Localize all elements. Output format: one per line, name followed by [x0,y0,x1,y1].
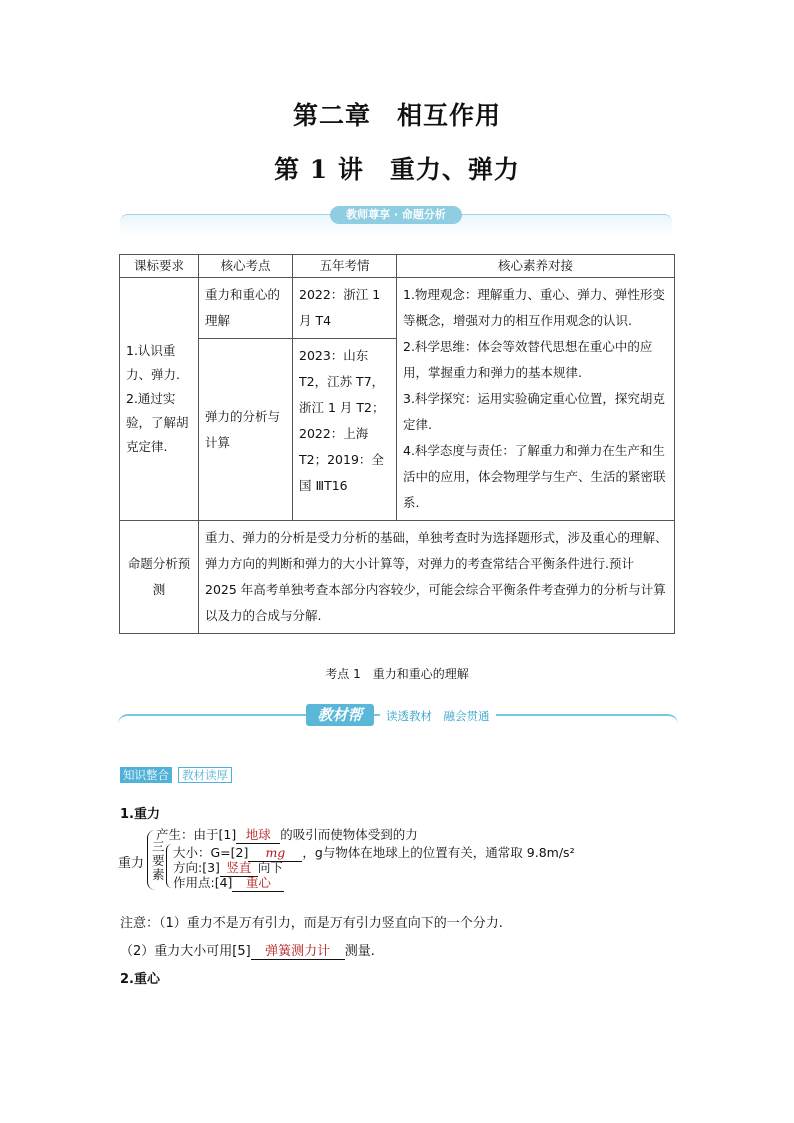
gravity-size-line: 大小：G=[2] mg ，g与物体在地球上的位置有关，通常取 9.8m/s² [173,845,575,860]
section-gravity: 1.重力 [120,807,160,822]
header-requirement: 课标要求 [120,255,199,278]
forecast-label: 命题分析预测 [120,521,199,634]
answer-blank-3: 竖直 [220,860,258,877]
knowledge-tag: 知识整合 [120,767,172,783]
table-row [120,278,675,339]
core-point-cell: 重力和重心的理解 [199,278,293,339]
kaodian-title: 考点 1 重力和重心的理解 [325,667,469,681]
gravity-point-line: 作用点:[4] 重心 [173,875,284,892]
gravity-label: 重力 [118,856,145,871]
core-point-cell: 弹力的分析与计算 [199,339,293,521]
gravity-origin-line: 产生：由于[1] 地球 的吸引而使物体受到的力 [156,827,418,842]
inner-brace [166,844,173,888]
textbook-tag: 教材读厚 [178,767,232,783]
requirement-item: 2.通过实验，了解胡克定律. [126,391,189,454]
exam-history-cell: 2022：浙江 1 月 T4 [293,278,397,339]
textbook-banner-text: 读透教材 融会贯通 [380,707,496,725]
requirements-cell [120,278,199,521]
note-1: 注意：（1）重力不是万有引力，而是万有引力竖直向下的一个分力. [120,916,503,931]
header-exam-history: 五年考情 [293,255,397,278]
teacher-banner-label: 教师尊享 · 命题分析 [330,206,462,224]
literacy-item: 1.物理观念：理解重力、重心、弹力、弹性形变等概念，增强对力的相互作用观念的认识. [403,287,665,328]
literacy-item: 2.科学思维：体会等效替代思想在重心中的应用，掌握重力和弹力的基本规律. [403,339,653,380]
section-center-of-gravity: 2.重心 [120,972,160,987]
header-literacy: 核心素养对接 [397,255,675,278]
literacy-item: 4.科学态度与责任：了解重力和弹力在生产和生活中的应用，体会物理学与生产、生活的紧密联系. [403,443,666,510]
exam-history-cell: 2023：山东 T2，江苏 T7，浙江 1 月 T2；2022：上海 T2；2019：全国 ⅢT16 [293,339,397,521]
analysis-table [119,254,675,634]
requirement-item: 1.认识重力、弹力. [126,343,180,382]
header-core-point: 核心考点 [199,255,293,278]
chapter-title: 第二章 相互作用 [292,101,501,130]
gravity-direction-line: 方向:[3] 竖直 向下 [173,860,283,875]
literacy-item: 3.科学探究：运用实验确定重心位置，探究胡克定律. [403,391,665,432]
literacy-cell [397,278,675,521]
three-elements-label: 三要素 [152,839,165,882]
forecast-text: 重力、弹力的分析是受力分析的基础，单独考查时为选择题形式，涉及重心的理解、弹力方向的判断和弹力的大小计算等，对弹力的考查常结合平衡条件进行.预计 2025 年高考单独考查本部分内容较少，可能会综合平衡条件考查弹力的分析与计算以及力的合成与分解. [199,521,675,634]
answer-blank-4: 重心 [232,875,284,892]
answer-blank-5: 弹簧测力计 [251,940,345,960]
table-header-row [120,255,675,278]
textbook-badge: 教材帮 [306,704,374,726]
table-row [120,521,675,634]
note-2: （2）重力大小可用[5] 弹簧测力计 测量. [120,940,375,960]
answer-blank-1: 地球 [236,827,280,844]
answer-blank-2: mg [248,845,302,862]
lesson-title: 第 1 讲 重力、弹力 [274,155,520,184]
